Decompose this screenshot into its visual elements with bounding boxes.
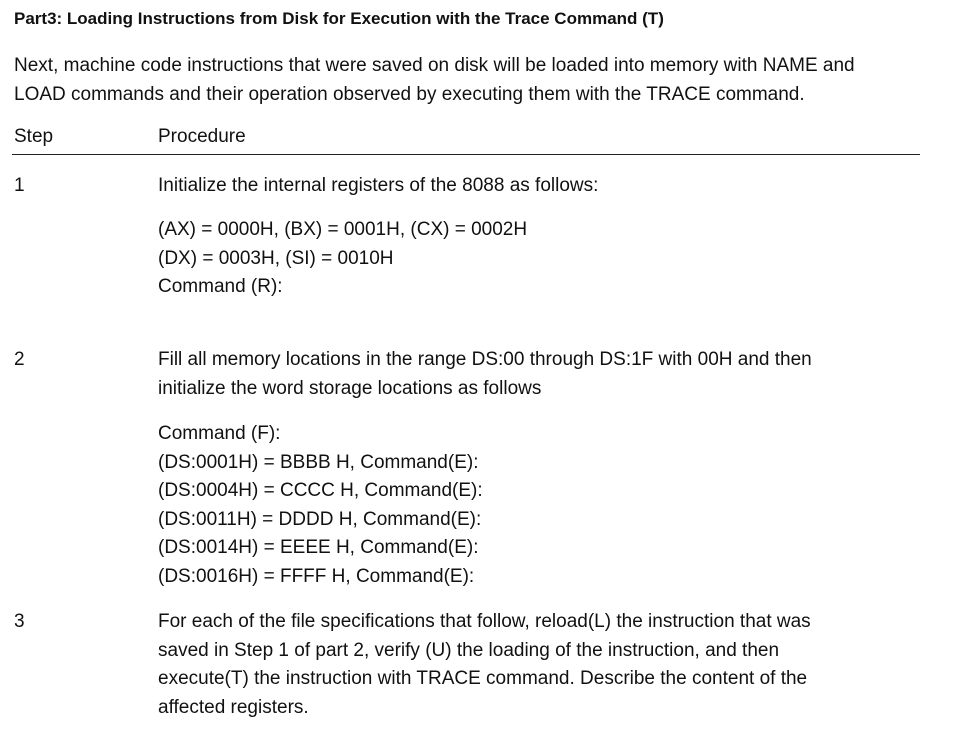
intro-line: LOAD commands and their operation observed by executing them with the TRACE command. xyxy=(14,84,805,105)
procedure-line: Fill all memory locations in the range DS:00 through DS:1F with 00H and then xyxy=(158,349,812,370)
step-number-3: 3 xyxy=(14,611,25,632)
procedure-line: (DS:0001H) = BBBB H, Command(E): xyxy=(158,451,479,473)
procedure-line: (DS:0016H) = FFFF H, Command(E): xyxy=(158,565,475,587)
procedure-line: (AX) = 0000H, (BX) = 0001H, (CX) = 0002H xyxy=(158,219,528,240)
procedure-line: Command (F): xyxy=(158,423,281,444)
step-3-text xyxy=(158,608,811,722)
step-2-intro xyxy=(158,346,812,403)
step-column-header: Step xyxy=(14,126,54,147)
step-1-registers xyxy=(158,216,527,302)
procedure-column-header: Procedure xyxy=(158,126,246,147)
procedure-line: affected registers. xyxy=(158,696,309,718)
intro-line: Next, machine code instructions that were saved on disk will be loaded into memory with NAME and xyxy=(14,55,855,76)
procedure-line: execute(T) the instruction with TRACE command. Describe the content of the xyxy=(158,668,808,690)
intro-paragraph xyxy=(14,51,944,109)
step-2-commands xyxy=(158,420,483,592)
procedure-line: Initialize the internal registers of the 8088 as follows: xyxy=(158,175,599,196)
step-number-2: 2 xyxy=(14,349,25,370)
procedure-line: (DS:0011H) = DDDD H, Command(E): xyxy=(158,508,482,530)
procedure-line: initialize the word storage locations as follows xyxy=(158,377,542,399)
procedure-line: For each of the file specifications that follow, reload(L) the instruction that was xyxy=(158,611,811,632)
step-1-intro xyxy=(158,172,598,201)
header-divider xyxy=(12,154,920,155)
section-heading: Part3: Loading Instructions from Disk for Execution with the Trace Command (T) xyxy=(14,9,664,28)
procedure-line: (DS:0014H) = EEEE H, Command(E): xyxy=(158,537,479,559)
procedure-line: (DS:0004H) = CCCC H, Command(E): xyxy=(158,480,483,502)
procedure-line: (DX) = 0003H, (SI) = 0010H xyxy=(158,247,394,269)
procedure-line: Command (R): xyxy=(158,276,283,298)
procedure-line: saved in Step 1 of part 2, verify (U) the loading of the instruction, and then xyxy=(158,639,780,661)
step-number-1: 1 xyxy=(14,175,25,196)
